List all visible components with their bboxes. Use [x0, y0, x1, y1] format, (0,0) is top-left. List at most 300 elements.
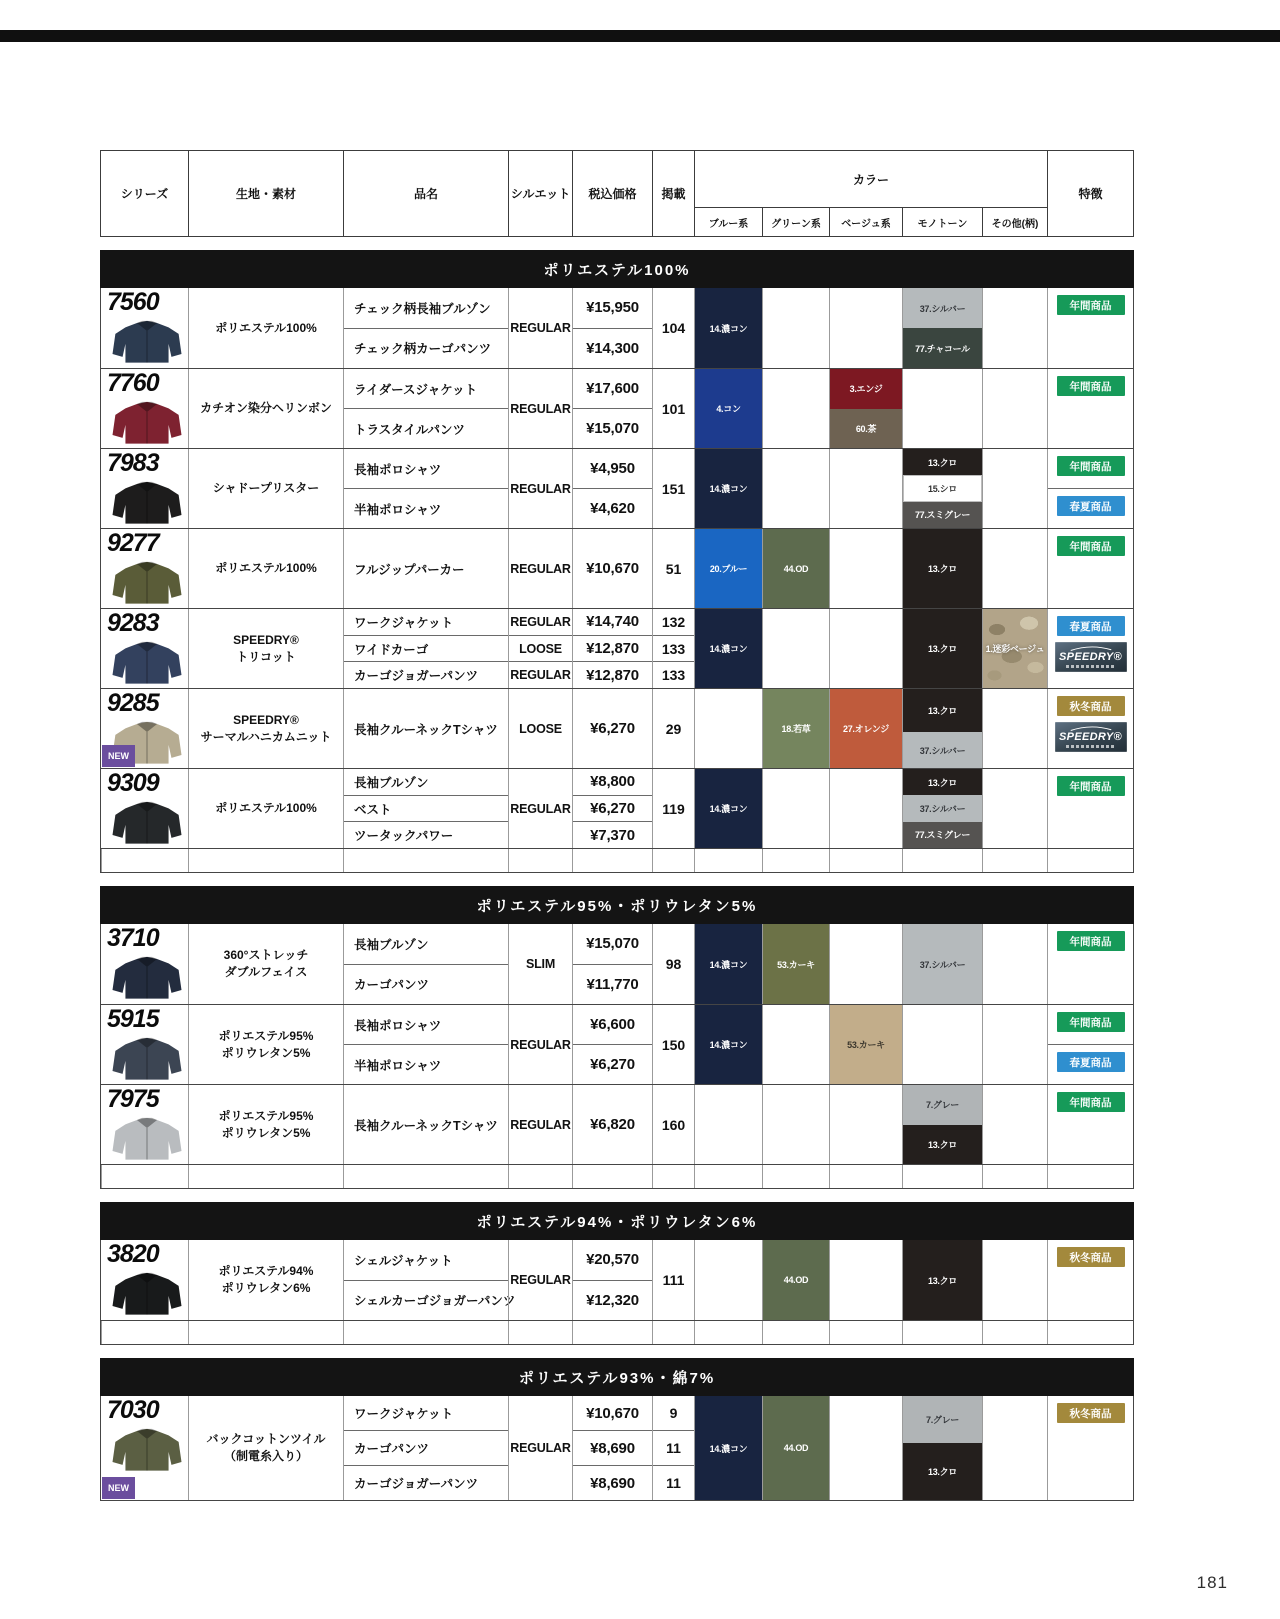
- price-value: ¥6,820: [590, 1116, 635, 1133]
- color-swatch: 77.スミグレー: [903, 502, 982, 528]
- spacer-cell: [652, 849, 694, 872]
- product-name: 長袖ポロシャツ: [344, 449, 508, 489]
- color-column-green: [762, 769, 829, 848]
- color-swatch: 37.シルバー: [903, 288, 982, 328]
- feature-cell: [1047, 449, 1133, 528]
- color-column-blue: [694, 369, 762, 448]
- color-swatch: 7.グレー: [903, 1396, 982, 1443]
- color-column-beige: [829, 609, 902, 688]
- column-header-color: カラー: [694, 151, 1047, 208]
- fabric-cell: [188, 369, 343, 448]
- fabric-name: ポリエステル100%: [215, 561, 317, 576]
- color-column-beige: [829, 1240, 902, 1320]
- price-cell: [572, 924, 652, 1004]
- color-column-blue: [694, 689, 762, 768]
- product-name-cell: [343, 288, 508, 368]
- fabric-name: ポリウレタン5%: [221, 1125, 311, 1140]
- feature-group: [1048, 1240, 1133, 1320]
- price-value: ¥6,270: [590, 720, 635, 737]
- product-name-cell: [343, 769, 508, 848]
- color-swatch: 14.濃コン: [695, 449, 762, 528]
- color-column-mono: [902, 689, 982, 768]
- badge-autumn_winter: 秋冬商品: [1057, 696, 1125, 716]
- color-column-beige: [829, 529, 902, 608]
- page-reference: 133: [653, 636, 694, 663]
- series-cell: [101, 924, 188, 1004]
- silhouette-cell: [508, 1085, 572, 1164]
- product-name: カーゴパンツ: [344, 1431, 508, 1466]
- color-column-other: [982, 1396, 1047, 1500]
- color-column-other: [982, 609, 1047, 688]
- color-column-blue: [694, 1396, 762, 1500]
- column-header-fabric: 生地・素材: [188, 151, 343, 236]
- price-value: ¥10,670: [586, 560, 639, 577]
- column-header-series: シリーズ: [120, 187, 169, 201]
- color-swatch: 14.濃コン: [695, 288, 762, 368]
- product-image: [107, 639, 187, 685]
- model-number: 3820: [107, 1240, 159, 1268]
- fabric-cell: [188, 449, 343, 528]
- spacer-cell: [902, 1321, 982, 1344]
- section-title-bar: ポリエステル100%: [100, 250, 1134, 288]
- product-image: [107, 1270, 187, 1316]
- product-name: チェック柄カーゴパンツ: [354, 342, 492, 357]
- price-value: ¥14,740: [573, 609, 652, 636]
- color-column-blue: [694, 288, 762, 368]
- spacer-cell: [694, 849, 762, 872]
- product-image: [107, 1115, 187, 1161]
- page-reference: 51: [665, 560, 682, 577]
- price-value: ¥8,690: [590, 1474, 635, 1492]
- badge-autumn_winter: 秋冬商品: [1057, 1403, 1125, 1423]
- feature-cell: [1047, 689, 1133, 768]
- model-number: 9283: [107, 609, 159, 637]
- color-column-other: [982, 769, 1047, 848]
- spacer-cell: [1047, 849, 1133, 872]
- feature-group: [1048, 1396, 1133, 1500]
- color-column-blue: [694, 449, 762, 528]
- badge-annual: 年間商品: [1057, 931, 1125, 951]
- color-column-blue: [694, 924, 762, 1004]
- price-value: ¥20,570: [573, 1240, 652, 1281]
- silhouette-value: REGULAR: [510, 1441, 571, 1455]
- feature-group: [1048, 1005, 1133, 1045]
- feature-group: [1048, 1045, 1133, 1084]
- fabric-name: ダブルフェイス: [224, 965, 308, 979]
- column-header-silhouette: シルエット: [508, 151, 572, 236]
- product-image: [107, 1426, 187, 1472]
- color-swatch: 18.若草: [763, 689, 829, 768]
- silhouette-cell: [508, 924, 572, 1004]
- new-badge: NEW: [102, 1477, 135, 1499]
- color-column-mono: [902, 529, 982, 608]
- spacer-cell: [762, 1321, 829, 1344]
- fabric-cell: [188, 689, 343, 768]
- speedry-logo-badge: [1055, 642, 1127, 672]
- product-name: 長袖クルーネックTシャツ: [354, 722, 498, 737]
- feature-group: [1048, 924, 1133, 1004]
- section-rows: [100, 1396, 1134, 1501]
- color-column-mono: [902, 1396, 982, 1500]
- price-cell: [572, 1085, 652, 1164]
- feature-group: [1048, 489, 1133, 528]
- color-swatch: 53.カーキ: [830, 1005, 902, 1084]
- color-swatch: 44.OD: [763, 1240, 829, 1320]
- color-swatch: 53.カーキ: [763, 924, 829, 1004]
- section-title-bar: ポリエステル93%・綿7%: [100, 1358, 1134, 1396]
- price-cell: [572, 609, 652, 688]
- product-name: 長袖ブルゾン: [344, 769, 508, 796]
- feature-group: [1048, 689, 1133, 768]
- color-column-blue: [694, 1240, 762, 1320]
- badge-annual: 年間商品: [1057, 295, 1125, 315]
- spacer-cell: [188, 1321, 343, 1344]
- color-column-blue: [694, 1005, 762, 1084]
- spacer-cell: [694, 1165, 762, 1188]
- fabric-name: ポリエステル100%: [215, 801, 317, 816]
- silhouette-cell: [508, 689, 572, 768]
- product-image: [107, 954, 187, 1000]
- color-column-other: [982, 369, 1047, 448]
- speedry-tagline: [1066, 745, 1116, 748]
- badge-autumn_winter: 秋冬商品: [1057, 1247, 1125, 1267]
- page-reference: 133: [661, 667, 686, 684]
- spacer-cell: [829, 1321, 902, 1344]
- fabric-name: （制電糸入り）: [223, 1449, 308, 1463]
- fabric-name: ポリエステル95%: [218, 1028, 314, 1043]
- silhouette-value: REGULAR: [509, 609, 572, 636]
- product-row-7030: [101, 1396, 1133, 1500]
- spacer-cell: [829, 849, 902, 872]
- page-reference: 160: [661, 1116, 686, 1133]
- fabric-cell: [188, 1005, 343, 1084]
- color-column-green: [762, 689, 829, 768]
- color-column-beige: [829, 449, 902, 528]
- fabric-cell: [188, 769, 343, 848]
- column-header-monotone: モノトーン: [902, 208, 982, 236]
- color-swatch: 60.茶: [830, 409, 902, 449]
- page-reference: 9: [653, 1396, 694, 1431]
- color-swatch: 77.チャコール: [903, 328, 982, 368]
- product-image: [107, 559, 187, 605]
- fabric-name: ポリウレタン6%: [221, 1281, 311, 1295]
- model-number: 9309: [107, 769, 159, 797]
- silhouette-cell: [508, 529, 572, 608]
- spacer-cell: [572, 1165, 652, 1188]
- speedry-wordmark: SPEEDRY®: [1059, 731, 1122, 743]
- price-cell: [572, 369, 652, 448]
- page-reference: 29: [665, 720, 682, 737]
- column-header-blue: ブルー系: [694, 208, 762, 236]
- series-cell: [101, 449, 188, 528]
- spacer-cell: [508, 1321, 572, 1344]
- page-reference: 11: [653, 1431, 694, 1466]
- spacer-cell: [829, 1165, 902, 1188]
- color-column-green: [762, 1396, 829, 1500]
- page-cell: [652, 1005, 694, 1084]
- model-number: 7760: [107, 369, 159, 397]
- product-name: 長袖クルーネックTシャツ: [354, 1118, 498, 1133]
- price-value: ¥12,870: [586, 666, 639, 684]
- fabric-cell: [188, 288, 343, 368]
- feature-group: [1048, 609, 1133, 688]
- page-cell: [652, 769, 694, 848]
- color-swatch: 14.濃コン: [695, 924, 762, 1004]
- product-name: ワークジャケット: [344, 609, 508, 636]
- spacer-cell: [762, 849, 829, 872]
- color-swatch: 15.シロ: [903, 475, 982, 501]
- product-row-5915: [101, 1004, 1133, 1084]
- page-cell: [652, 689, 694, 768]
- spacer-cell: [343, 849, 508, 872]
- feature-cell: [1047, 369, 1133, 448]
- spacer-cell: [188, 1165, 343, 1188]
- price-value: ¥6,270: [590, 1056, 635, 1073]
- spacer-cell: [101, 1165, 188, 1188]
- series-cell: [101, 288, 188, 368]
- spacer-cell: [902, 1165, 982, 1188]
- color-column-mono: [902, 449, 982, 528]
- page-reference: 119: [662, 800, 685, 817]
- color-column-green: [762, 449, 829, 528]
- color-swatch: 14.濃コン: [695, 1396, 762, 1500]
- color-column-blue: [694, 1085, 762, 1164]
- feature-group: [1048, 369, 1133, 448]
- product-name-cell: [343, 689, 508, 768]
- page-cell: [652, 924, 694, 1004]
- color-swatch: 13.クロ: [903, 609, 982, 688]
- feature-cell: [1047, 1085, 1133, 1164]
- color-column-green: [762, 1240, 829, 1320]
- spacer-cell: [982, 1321, 1047, 1344]
- color-swatch: 37.シルバー: [903, 732, 982, 768]
- spacer-cell: [508, 849, 572, 872]
- fabric-cell: [188, 1396, 343, 1500]
- fabric-name: ポリエステル94%: [218, 1264, 314, 1279]
- color-swatch: 13.クロ: [903, 449, 982, 475]
- model-number: 7030: [107, 1396, 159, 1424]
- product-name: ライダースジャケット: [344, 369, 508, 409]
- product-catalog-table: [100, 150, 1134, 1501]
- color-column-other: [982, 449, 1047, 528]
- fabric-cell: [188, 1240, 343, 1320]
- fabric-name: サーマルハニカムニット: [200, 729, 332, 744]
- badge-spring_summer: 春夏商品: [1057, 616, 1125, 636]
- model-number: 7983: [107, 449, 159, 477]
- price-value: ¥15,070: [586, 420, 639, 437]
- price-cell: [572, 288, 652, 368]
- spacer-cell: [1047, 1165, 1133, 1188]
- product-name-cell: [343, 1240, 516, 1320]
- page-number: 181: [1196, 1573, 1228, 1592]
- page-cell: [652, 609, 694, 688]
- spacer-cell: [652, 1165, 694, 1188]
- model-number: 9285: [107, 689, 159, 717]
- product-name: カーゴジョガーパンツ: [354, 669, 479, 684]
- product-name: トラスタイルパンツ: [354, 422, 466, 437]
- speedry-tagline: [1066, 665, 1116, 668]
- silhouette-value: REGULAR: [510, 1273, 571, 1287]
- color-column-blue: [694, 529, 762, 608]
- color-column-beige: [829, 1396, 902, 1500]
- color-swatch: 13.クロ: [903, 1240, 982, 1320]
- page-cell: [652, 529, 694, 608]
- color-column-beige: [829, 689, 902, 768]
- price-value: ¥7,370: [590, 826, 635, 844]
- section-rows: [100, 924, 1134, 1189]
- page-reference: 151: [661, 480, 686, 497]
- feature-group: [1048, 449, 1133, 489]
- color-swatch: 13.クロ: [903, 769, 982, 795]
- speedry-wordmark: SPEEDRY®: [1059, 651, 1122, 663]
- product-name: ワークジャケット: [344, 1396, 508, 1431]
- color-column-mono: [902, 288, 982, 368]
- fabric-cell: [188, 609, 343, 688]
- spacer-cell: [762, 1165, 829, 1188]
- product-row-7760: [101, 368, 1133, 448]
- silhouette-cell: [508, 1396, 572, 1500]
- color-column-other: [982, 1005, 1047, 1084]
- price-cell: [572, 1005, 652, 1084]
- color-column-mono: [902, 369, 982, 448]
- color-swatch: 27.オレンジ: [830, 689, 902, 768]
- product-row-9285: [101, 688, 1133, 768]
- spacer-cell: [572, 849, 652, 872]
- product-row-3820: [101, 1240, 1133, 1320]
- price-value: ¥15,070: [573, 924, 652, 965]
- product-row-9283: [101, 608, 1133, 688]
- fabric-name: 360°ストレッチ: [223, 948, 309, 963]
- silhouette-value: REGULAR: [510, 321, 571, 335]
- page-reference: 104: [661, 320, 686, 336]
- color-column-beige: [829, 288, 902, 368]
- spacer-cell: [343, 1165, 508, 1188]
- model-number: 7975: [107, 1085, 159, 1113]
- product-name: カーゴジョガーパンツ: [354, 1477, 479, 1491]
- color-column-beige: [829, 1005, 902, 1084]
- feature-cell: [1047, 529, 1133, 608]
- model-number: 5915: [107, 1005, 159, 1033]
- color-column-mono: [902, 1005, 982, 1084]
- spacer-row: [101, 1320, 1133, 1344]
- product-image: [107, 318, 187, 364]
- price-cell: [572, 1240, 652, 1320]
- product-name-cell: [343, 529, 508, 608]
- price-value: ¥4,950: [573, 449, 652, 489]
- color-swatch: 44.OD: [763, 1396, 829, 1500]
- silhouette-value: REGULAR: [510, 668, 571, 683]
- color-swatch: 20.ブルー: [695, 529, 762, 608]
- product-name-cell: [343, 1085, 508, 1164]
- series-cell: [101, 609, 188, 688]
- price-value: ¥10,670: [573, 1396, 652, 1431]
- section-rows: [100, 1240, 1134, 1345]
- color-column-other: [982, 1085, 1047, 1164]
- color-swatch: 3.エンジ: [830, 369, 902, 409]
- color-column-mono: [902, 609, 982, 688]
- color-column-green: [762, 288, 829, 368]
- silhouette-value: SLIM: [525, 957, 556, 971]
- color-column-green: [762, 529, 829, 608]
- page-cell: [652, 449, 694, 528]
- price-value: ¥6,600: [573, 1005, 652, 1045]
- page-cell: [652, 369, 694, 448]
- color-column-mono: [902, 1085, 982, 1164]
- silhouette-value: REGULAR: [510, 481, 571, 496]
- page-cell: [652, 1085, 694, 1164]
- page-cell: [652, 288, 694, 368]
- product-name: シェルジャケット: [344, 1240, 508, 1281]
- badge-spring_summer: 春夏商品: [1057, 496, 1125, 516]
- silhouette-value: REGULAR: [510, 801, 571, 816]
- product-row-7975: [101, 1084, 1133, 1164]
- price-value: ¥11,770: [586, 975, 639, 993]
- feature-cell: [1047, 288, 1133, 368]
- badge-annual: 年間商品: [1057, 1092, 1125, 1112]
- model-number: 7560: [107, 288, 159, 316]
- fabric-name: バックコットンツイル: [206, 1432, 326, 1447]
- color-column-beige: [829, 369, 902, 448]
- feature-group: [1048, 288, 1133, 368]
- feature-cell: [1047, 1240, 1133, 1320]
- color-swatch: 14.濃コン: [695, 769, 762, 848]
- series-cell: [101, 1396, 188, 1500]
- silhouette-cell: [508, 1240, 572, 1320]
- color-column-blue: [694, 769, 762, 848]
- color-swatch: 14.濃コン: [695, 609, 762, 688]
- product-name: ワイドカーゴ: [344, 636, 508, 663]
- column-header-other: その他(柄): [982, 208, 1047, 236]
- spacer-row: [101, 1164, 1133, 1188]
- silhouette-value: REGULAR: [510, 1037, 571, 1052]
- page-reference: 111: [662, 1272, 685, 1288]
- feature-cell: [1047, 609, 1133, 688]
- product-name: フルジップパーカー: [354, 562, 465, 577]
- feature-group: [1048, 769, 1133, 848]
- color-column-blue: [694, 609, 762, 688]
- color-swatch: 13.クロ: [903, 689, 982, 732]
- price-value: ¥6,270: [573, 796, 652, 823]
- color-swatch: 44.OD: [763, 529, 829, 608]
- color-swatch: 77.スミグレー: [903, 822, 982, 848]
- product-name: カーゴパンツ: [354, 978, 430, 993]
- product-name-cell: [343, 924, 508, 1004]
- fabric-name: カチオン染分ヘリンボン: [200, 401, 332, 416]
- silhouette-value: REGULAR: [510, 1117, 571, 1132]
- color-swatch: 1.迷彩ベージュ: [983, 609, 1047, 688]
- top-black-band: [0, 30, 1280, 42]
- price-value: ¥15,950: [573, 288, 652, 329]
- badge-annual: 年間商品: [1057, 1012, 1125, 1032]
- badge-annual: 年間商品: [1057, 376, 1125, 396]
- product-name-cell: [343, 369, 508, 448]
- series-cell: [101, 769, 188, 848]
- color-column-other: [982, 529, 1047, 608]
- product-name: シェルカーゴジョガーパンツ: [354, 1294, 516, 1309]
- silhouette-cell: [508, 609, 572, 688]
- color-swatch: 14.濃コン: [695, 1005, 762, 1084]
- spacer-cell: [343, 1321, 508, 1344]
- column-header-price: 税込価格: [572, 151, 652, 236]
- badge-annual: 年間商品: [1057, 456, 1125, 476]
- spacer-cell: [982, 849, 1047, 872]
- badge-annual: 年間商品: [1057, 776, 1125, 796]
- price-cell: [572, 769, 652, 848]
- page-cell: [652, 1240, 694, 1320]
- new-badge: NEW: [102, 745, 135, 767]
- product-row-9277: [101, 528, 1133, 608]
- fabric-name: SPEEDRY®: [233, 712, 299, 727]
